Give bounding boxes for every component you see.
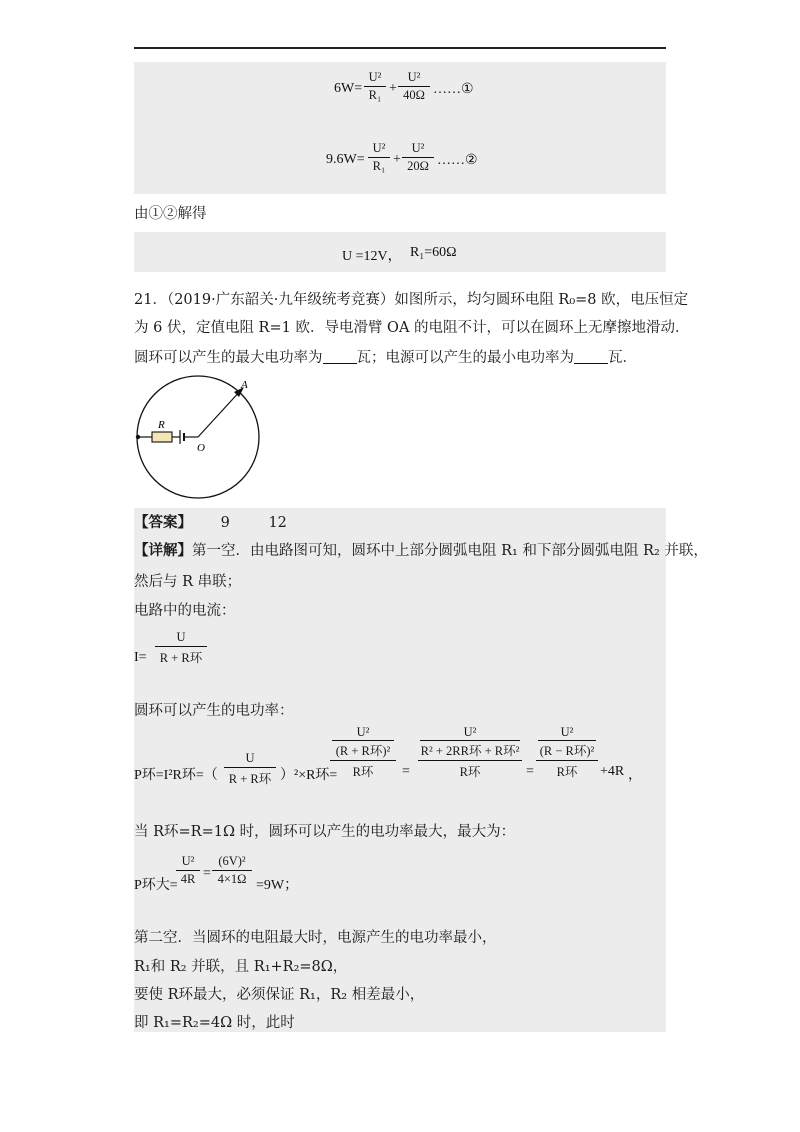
eq2-fraction-1: $\frac{\text{U²}}{\text{R₁}}$	[368, 141, 390, 174]
explain-line-1: 【详解】第一空．由电路图可知，圆环中上部分圆弧电阻 R₁ 和下部分圆弧电阻 R₂ 并联，	[134, 542, 708, 559]
eq2-fraction-2: $\frac{\text{U²}}{20\Omega}$	[402, 141, 434, 174]
solve-line: 由①②解得	[134, 206, 207, 222]
explain-line-9: 即 R₁=R₂=4Ω 时，此时	[134, 1015, 295, 1031]
circuit-figure	[130, 375, 280, 505]
current-fraction: U R + R环	[155, 630, 207, 666]
explain-line-6: 第二空．当圆环的电阻最大时，电源产生的电功率最小，	[134, 930, 497, 946]
resistor-r	[152, 432, 172, 442]
eq1-plus: +	[389, 81, 397, 96]
eq1-tag: ……①	[433, 82, 474, 97]
pmax-lhs: P环大=	[134, 878, 178, 893]
solution-r1: R₁=60Ω	[410, 245, 457, 260]
label-r: R	[158, 419, 165, 431]
pmax-fraction-1: $\frac{\text{U²}}{4R}$	[176, 854, 200, 887]
label-a: A	[241, 379, 248, 391]
solution-u: U =12V，	[342, 249, 402, 264]
answer-line	[134, 513, 287, 533]
pmax-result: =9W；	[256, 878, 299, 893]
problem-line-1: 21．（2019·广东韶关·九年级统考竞赛）如图所示，均匀圆环电阻 R₀=8 欧，电压恒定	[134, 292, 689, 308]
explain-tag: 【详解】	[134, 542, 192, 559]
pmax-fraction-2: $\frac{\text{(6V)²}}{4\times 1\Omega}$	[212, 854, 252, 887]
power-eq-2: =	[402, 764, 410, 779]
power-mid: ）²×R环=	[280, 768, 338, 783]
eq1-fraction-1: $\frac{\text{U²}}{\text{R₁}}$	[364, 70, 386, 103]
answer-value-1: 9	[220, 515, 230, 531]
explain-line-8: 要使 R环最大，必须保证 R₁，R₂ 相差最小，	[134, 987, 425, 1003]
header-rule	[134, 47, 666, 49]
power-lhs: P环=I²R环=（	[134, 768, 218, 783]
current-lhs: I=	[134, 650, 147, 665]
slider-arm-oa	[198, 389, 242, 437]
eq1-lhs: 6W=	[334, 81, 363, 96]
power-plus-4r: +4R	[600, 764, 625, 779]
problem-line-3: 圆环可以产生的最大电功率为 瓦；电源可以产生的最小电功率为 瓦．	[134, 350, 637, 366]
power-eq-3: =	[526, 764, 534, 779]
eq2-tag: ……②	[437, 153, 478, 168]
power-end: ，	[628, 768, 642, 783]
answer-blank-2	[574, 349, 608, 364]
eq2-lhs: 9.6W=	[326, 152, 365, 167]
power-fraction-2: U² (R + R环)² R环	[330, 725, 396, 780]
answer-blank-1	[323, 349, 357, 364]
pmax-eq: =	[203, 866, 211, 881]
power-fraction-3: U² R² + 2RR环 + R环² R环	[418, 725, 522, 780]
answer-tag: 【答案】	[134, 514, 192, 531]
power-fraction-1: U R + R环	[224, 751, 276, 787]
problem-line-2: 为 6 伏，定值电阻 R=1 欧．导电滑臂 OA 的电阻不计，可以在圆环上无摩擦地滑动．	[134, 320, 690, 336]
answer-value-2: 12	[268, 515, 287, 531]
eq1-fraction-2: $\frac{\text{U²}}{40\Omega}$	[398, 70, 430, 103]
explain-line-7: R₁和 R₂ 并联，且 R₁+R₂=8Ω，	[134, 959, 348, 975]
explain-line-2: 然后与 R 串联；	[134, 574, 242, 590]
power-fraction-4: U² (R − R环)² R环	[536, 725, 598, 780]
label-o: O	[197, 442, 205, 454]
eq2-plus: +	[393, 152, 401, 167]
explain-line-5: 当 R环=R=1Ω 时，圆环可以产生的电功率最大，最大为：	[134, 824, 516, 840]
explain-line-4: 圆环可以产生的电功率：	[134, 703, 294, 719]
explain-line-3: 电路中的电流：	[134, 603, 236, 619]
